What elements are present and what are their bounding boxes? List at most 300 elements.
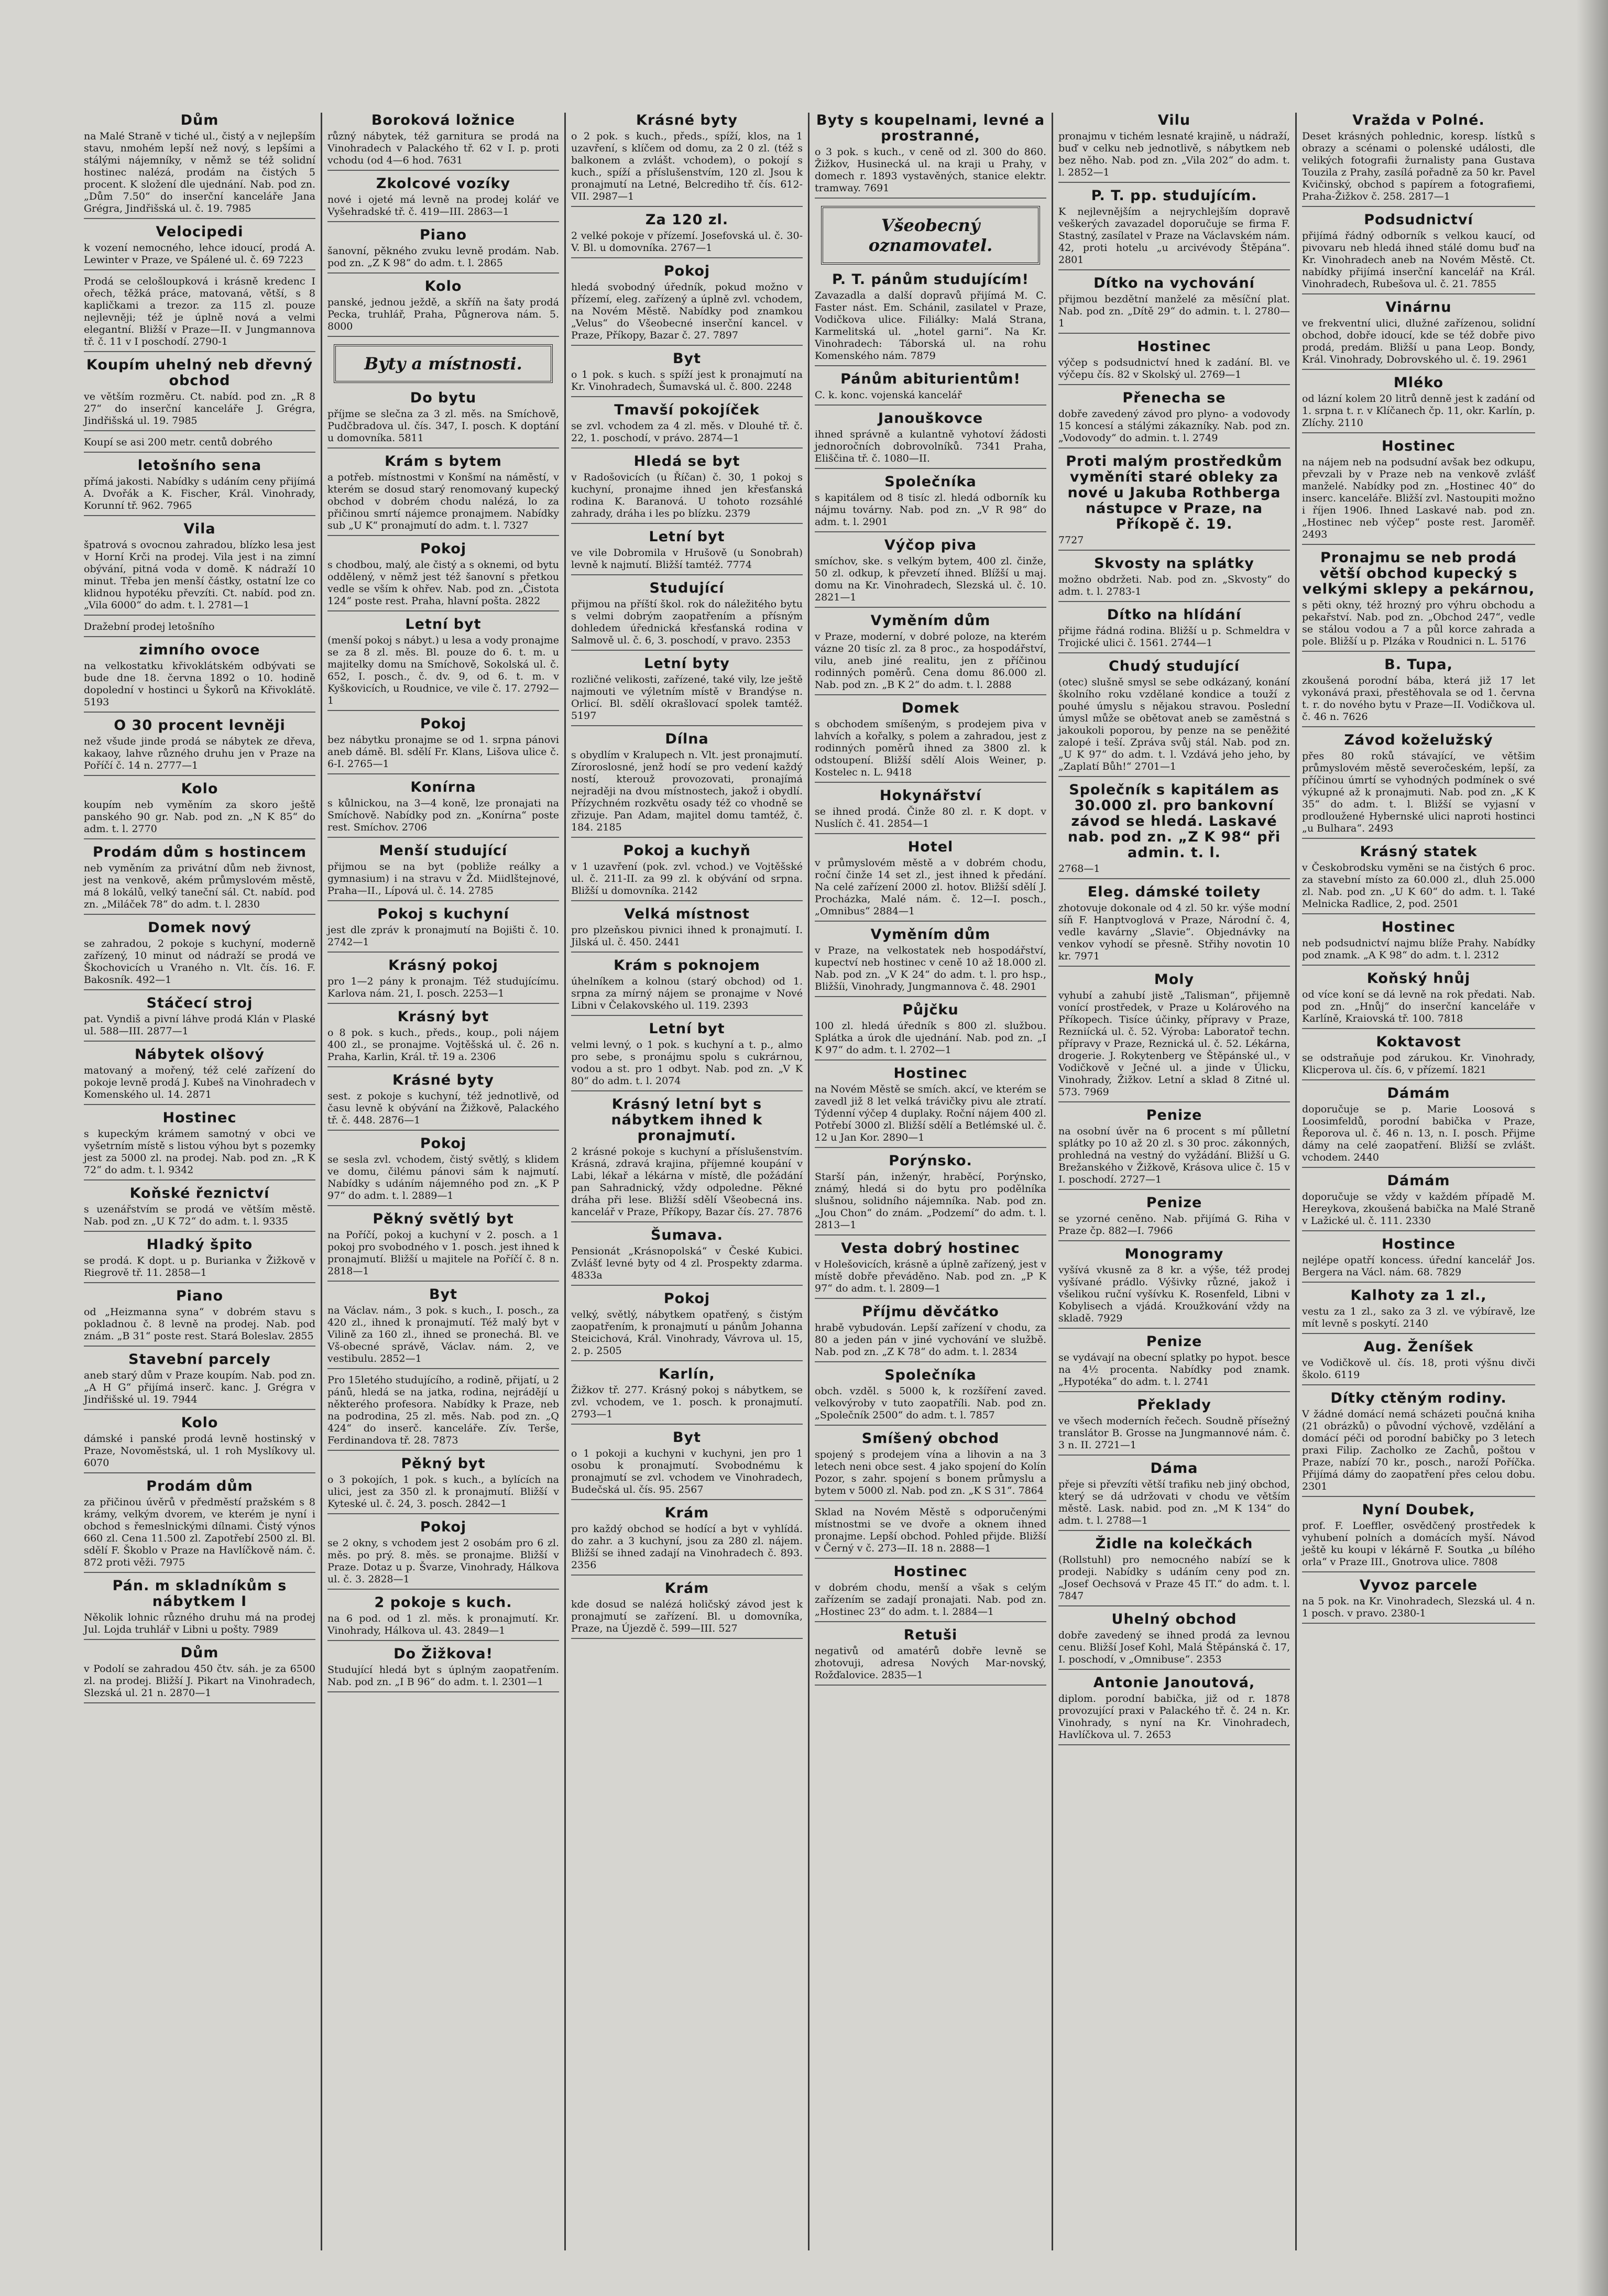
ad-heading: zimního ovoce [139, 642, 260, 658]
ad-text: ve Vodičkově ul. čís. 18, proti výšnu divči školo. 6119 [1302, 1357, 1535, 1381]
classified-ad [815, 1431, 1046, 1501]
ad-heading: Prodám dům s hostincem [93, 844, 307, 860]
ad-text: ve frekventní ulici, dlužné zařízenou, solidní obchod, dobře idoucí, kde se též dobře pivo prodá, predám. Bližší u pana Leop. Bondy, Král. Vinohrady, Dobrovského ul. č. 19. 2961 [1302, 318, 1535, 365]
classified-ad [84, 1645, 315, 1703]
classified-ad [1058, 339, 1290, 385]
ad-text: Koupí se asi 200 metr. centů dobrého [84, 436, 272, 448]
ad-heading: Piano [176, 1288, 224, 1304]
ad-text: dobře zavedený se ihned prodá za levnou cenu. Bližší Josef Kohl, Malá Štěpánská č. 17, I. poschodí, v „Omnibuse“. 2353 [1058, 1630, 1290, 1665]
classified-ad [571, 1097, 803, 1222]
ad-text: C. k. konc. vojenská kancelář [815, 389, 962, 401]
ad-heading: Kalhoty za 1 zl., [1350, 1287, 1487, 1304]
ad-text: na Novém Městě se smích. akcí, ve kterém se zavedl již 8 let velká trávičky pivu ale ztratí. Týdenní výčep 4 duplaky. Roční nájem 400 zl. Potřebí 3000 zl. Bližší sdělí a Betlémské ul. č. 12 u Jan Kor. 2890—1 [815, 1084, 1046, 1143]
ad-text: přijme řádná rodina. Bližší u p. Schmeldra v Trojické ulici č. 1561. 2744—1 [1058, 625, 1290, 649]
classified-ad [1302, 300, 1535, 370]
ad-heading: Krásný letní byt s nábytkem ihned k pronajmutí. [611, 1096, 763, 1144]
ad-text: K nejlevnějším a nejrychlejším dopravě veškerých zavazadel doporučuje se firma F. Stastný, zasílatel v Praze na Václavském nám. 42, proti hotelu „u arcivévody Štěpána“. 2801 [1058, 206, 1290, 266]
ad-text: matovaný a mořený, též celé zařízení do pokoje levně prodá J. Kubeš na Vinohradech v Komenského ul. 14. 2871 [84, 1065, 315, 1100]
classified-ad [815, 788, 1046, 834]
ad-heading: Nyní Doubek, [1362, 1502, 1475, 1518]
classified-ad [571, 351, 803, 397]
ad-heading: Janouškovce [878, 410, 983, 427]
ad-heading: Dítko na hlídání [1107, 607, 1242, 623]
classified-ad [1302, 657, 1535, 727]
classified-ad [815, 701, 1046, 783]
ad-text: Zavazadla a další dopravů přijímá M. C. Faster nást. Em. Schánil, zasilatel v Praze, Vodičkova ulice. Filiálky: Malá Strana, Karmelitská ul. „hotel garni“. Na Kr. Vinohradech: Táborská ul. na rohu Komenského nám. 7879 [815, 290, 1046, 362]
classified-ad [84, 621, 315, 637]
ad-text: vestu za 1 zl., sako za 3 zl. ve výbíravě, lze mít levně s poskytí. 2140 [1302, 1306, 1535, 1329]
classified-ad [327, 1374, 559, 1451]
ad-heading: Vinárnu [1385, 299, 1452, 315]
ad-text: od více koní se dá levně na rok předati. Nab. pod zn. „Hnůj“ do inserční kanceláře v Karlíně, Kraiovská tř. 100. 7818 [1302, 989, 1535, 1024]
ad-text: dámské i panské prodá levně hostinský v Praze, Novoměstská, ul. 1 roh Myslíkovy ul. 6070 [84, 1433, 315, 1469]
classified-ad [1058, 1108, 1290, 1190]
classified-ad [1058, 972, 1290, 1102]
classified-ad [84, 276, 315, 352]
classified-ad [327, 1136, 559, 1206]
ad-text: se sesla zvl. vchodem, čistý světlý, s klidem ve domu, čilému pánovi sám k najmutí. Nabídky s udáním nájemného pod zn. „K P 97“ do adm. t. l. 2889—1 [327, 1154, 559, 1201]
classified-ad [571, 529, 803, 575]
classified-ad [327, 1009, 559, 1067]
ad-text: velmi levný, o 1 pok. s kuchyní a t. p., almo pro sebe, s pronájmu spolu s cukrárnou, vodou a st. pro 1 odbyt. Nab. pod zn. „V K 80“ do adm. t. l. 2074 [571, 1039, 803, 1087]
classified-ad [571, 656, 803, 726]
ad-text: v Praze, na velkostatek neb hospodářství, kupectví neb hostinec v ceně 10 až 18.000 zl. Nab. pod zn. „V K 24“ do adm. t. l. pro hsp., Bližšíi, Vinohrady, Jungmannova č. 48. 2901 [815, 945, 1046, 992]
classified-ad [84, 521, 315, 616]
classified-ad [1058, 782, 1290, 879]
ad-heading: Šumava. [650, 1227, 724, 1243]
classified-ad [571, 958, 803, 1016]
ad-text: pro plzeňskou pivnici ihned k pronajmutí. I. Jilská ul. č. 450. 2441 [571, 924, 803, 948]
ad-text: přes 80 roků stávající, ve většim průmyslovém městě severočeském, lepší, za příčinou úmrtí se vyhodných podmínek o své výkupné až k pronajmuti. Nab. pod zn. „K K 35“ do adm. t. l. Bližší se vyjasní v prodloužené Hybernské ulici naproti hostinci „u Bulhara“. 2493 [1302, 750, 1535, 834]
ad-heading: Byt [672, 351, 702, 367]
classified-ad [84, 357, 315, 431]
ad-heading: Krásný statek [1360, 844, 1478, 860]
ad-text: 7727 [1058, 534, 1084, 546]
classified-ad [84, 1352, 315, 1410]
ad-text: doporučuje se vždy v každém případě M. Hereykova, zkoušená babička na Malé Straně v Lažické ul. č. 111. 2330 [1302, 1191, 1535, 1227]
ad-heading: Vyměním dům [870, 926, 991, 943]
ad-heading: Letní byt [649, 529, 725, 545]
ad-heading: Přenecha se [1122, 390, 1226, 406]
classified-ad [815, 613, 1046, 695]
ad-text: v Praze, moderní, v dobré poloze, na kterém vázne 20 tisíc zl. za 8 proc., za hospodářství, vilu, aneb jiné realitu, jen z příčinou rodinných poměrů. Cena domu 86.000 zl. Nab. pod zn. „B K 2“ do adm. t. l. 2888 [815, 631, 1046, 691]
page-edge-shadow [1577, 0, 1608, 2296]
ad-text: o 8 pok. s kuch., předs., koup., poli nájem 400 zl., se pronajme. Vojtěšská ul. č. 26 n. Praha, Karlin, Král. tř. 19 a. 2306 [327, 1027, 559, 1063]
ad-text: na Poříčí, pokoj a kuchyní v 2. posch. a 1 pokoj pro svobodného v 1. posch. jest ihned k pronajmutí. Bližší u majitele na Poříčí č. 8 n. 2818—1 [327, 1229, 559, 1277]
classified-ad [1302, 1391, 1535, 1497]
classified-ad [571, 1021, 803, 1091]
classified-ad [327, 227, 559, 274]
ad-text: aneb starý dům v Praze koupím. Nab. pod zn. „A H G“ přijímá inserč. kanc. J. Grégra v Jindřišské ul. 19. 7944 [84, 1370, 315, 1405]
ad-text: vyhubí a zahubí jistě „Talisman“, přijemně vonící prostředek, v Praze u Kolárového na Příkopech. Tisíce účinky, přípravy v Praze, Rezniícká ul. č. 52. Výroba: Laboratoř techn. přípravy v Praze, Reznická ul. č. 52. Lékárna, drogerie. J. Rokytenberg ve Štěpánské ul., v Vodičkově v Ječné ul. a jinde v Úlicku, Vinohrady, Žižkov. Letní a sklad 8 Zitné ul. 573. 7969 [1058, 990, 1290, 1098]
classified-ad [327, 279, 559, 337]
ad-heading: Za 120 zl. [645, 212, 729, 228]
ad-heading: Dílna [665, 731, 709, 747]
ad-text: příjme se slečna za 3 zl. měs. na Smíchově, Pudčbradova ul. čís. 347, I. posch. K doptání u domovníka. 5811 [327, 408, 559, 444]
ad-text: v Radošovicích (u Říčan) č. 30, 1 pokoj s kuchyní, pronajme ihned jen křesťanská rodina K. Baranová. U tohoto rozsáhlé zahrady, dráha i les po blízku. 2379 [571, 472, 803, 519]
ad-heading: Domek nový [148, 920, 251, 936]
ad-heading: Vyvoz parcele [1359, 1577, 1478, 1593]
classified-ad [84, 642, 315, 713]
ad-text: neb vyměním za privátní dům neb živnost, jest na venkově, akém průmyslovém městě, má 8 lokálů, velký taneční sál. Ct. nabíd. pod zn. „Miláček 78“ do adm. t. l. 2830 [84, 862, 315, 910]
classified-ad [1302, 212, 1535, 294]
classified-ad [571, 1228, 803, 1286]
ad-text: Sklad na Novém Městě s odporučenými místnostmi se ve dvoře a oknem ihned pronajme. Lepší obchod. Pohled přijde. Bližší v Černý v č. 273—II. 18 n. 2888—1 [815, 1506, 1046, 1554]
classified-ad [1058, 1675, 1290, 1745]
ad-heading: Pokoj [420, 716, 467, 732]
ad-heading: Krásné byty [636, 113, 738, 128]
ad-heading: Tmavší pokojíček [614, 402, 760, 418]
ad-text: špatrová s ovocnou zahradou, blízko lesa jest v Horní Krči na prodej. Vila jest i na zimní obývání, pitná voda v domě. K nádraží 10 minut. Třeba jen menší částky, ostatní lze co klidnou hypotéku převzíti. Ct. nabíd. pod zn. „Vila 6000“ do adm. t. l. 2781—1 [84, 539, 315, 611]
column-6 [1297, 113, 1540, 2250]
classified-ad [1058, 1334, 1290, 1392]
ad-text: na Václav. nám., 3 pok. s kuch., I. posch., za 420 zl., ihned k pronajmutí. Též malý byt v Vilině za 160 zl., ihned se pronechá. Bl. ve Vš-obecné správě, Václav. nám. 2, ve vestibulu. 2852—1 [327, 1305, 559, 1364]
classified-ad [84, 1578, 315, 1640]
classified-ad [84, 1110, 315, 1180]
column-1 [79, 113, 322, 2250]
ad-heading: Dámám [1387, 1173, 1450, 1189]
ad-heading: Závod koželužský [1344, 732, 1493, 748]
ad-text: o 3 pok. s kuch., v ceně od zl. 300 do 860. Žižkov, Husinecká ul. na kraji u Prahy, v domech r. 1893 vystavěných, stanice elektr. tramway. 7691 [815, 146, 1046, 194]
classified-ad [571, 113, 803, 207]
classified-columns [79, 113, 1540, 2250]
ad-text: pronajmu v tichém lesnaté krajině, u nádraží, buď v celku neb jednotlivě, s nábytkem neb bez něho. Nab. pod zn. „Vila 202“ do adm. t. l. 2852—1 [1058, 130, 1290, 178]
ad-heading: Překlady [1137, 1397, 1211, 1413]
ad-heading: Vila [183, 521, 216, 537]
ad-heading: Krám s bytem [385, 453, 502, 469]
ad-heading: Kolo [424, 278, 462, 294]
ad-text: 2768—1 [1058, 863, 1100, 874]
classified-ad [1058, 1461, 1290, 1531]
ad-text: a potřeb. místnostmi v Konšmí na náměstí, v kterém se dosud starý renomovaný kupecký obchod v dobrém chodu nalézá, lo za přičinou smrtí nájemce pronajmem. Nabídky sub „U K“ pronajmutí do adm. t. l. 7327 [327, 472, 559, 531]
ad-text: šanovní, pěkného zvuku levně prodám. Nab. pod zn. „Z K 98“ do adm. t. l. 2865 [327, 245, 559, 269]
ad-heading: Do bytu [410, 390, 477, 406]
ad-heading: Penize [1146, 1333, 1202, 1350]
ad-heading: O 30 procent levněji [114, 717, 286, 734]
ad-text: Několik lohnic různého druhu má na prodej Jul. Lojda truhlář v Libni u pošty. 7989 [84, 1612, 315, 1635]
ad-heading: Menší studující [379, 843, 508, 859]
classified-ad [1302, 1502, 1535, 1572]
ad-heading: Pěkný byt [401, 1456, 486, 1472]
ad-text: 100 zl. hledá úředník s 800 zl. službou. Splátka a úrok dle ujednání. Nab. pod zn. „I K 97“ do adm. t. l. 2702—1 [815, 1020, 1046, 1056]
ad-heading: Monogramy [1124, 1246, 1224, 1262]
classified-ad [1058, 1612, 1290, 1670]
classified-ad [1302, 113, 1535, 207]
ad-heading: Pronajmu se neb prodá větší obchod kupecký s velkými sklepy a pekárnou, [1302, 550, 1535, 597]
ad-heading: Pokoj [663, 263, 710, 279]
ad-heading: Podsudnictví [1364, 212, 1473, 228]
classified-ad [327, 113, 559, 171]
ad-heading: Pokoj s kuchyní [377, 906, 509, 922]
ad-text: od „Heizmanna syna“ v dobrém stavu s pokladnou č. 8 levně na prodej. Nab. pod znám. „B 31“ poste rest. Stará Boleslav. 2855 [84, 1306, 315, 1342]
ad-heading: Krásný byt [397, 1009, 489, 1025]
classified-ad [1058, 659, 1290, 777]
ad-text: přijímá řádný odborník s velkou kaucí, od pivovaru neb hledá ihned stálé domu buď na Kr. Vinohradech aneb na Novém Městě. Ct. nabídky přijímá inserční kancelář na Král. Vinohradech, Rubešova ul. č. 21. 7855 [1302, 230, 1535, 290]
classified-ad [84, 1186, 315, 1232]
ad-text: s chodbou, malý, ale čistý a s oknemi, od bytu oddělený, v němž jest též šanovní s přetkou vedle se vším k ohřev. Nab. pod zn. „Čistota 124“ poste rest. Praha, hlavní pošta. 2822 [327, 559, 559, 607]
ad-text: obch. vzděl. s 5000 k, k rozšíření zaved. velkovýroby v tuto zaopatříli. Nab. pod zn. „Společník 2500“ do adm. t. l. 7857 [815, 1385, 1046, 1421]
ad-text: bez nábytku pronajme se od 1. srpna pánovi aneb dámě. Bl. sdělí Fr. Klans, Lišova ulice č. 6-I. 2765—1 [327, 734, 559, 770]
ad-heading: Hokynářství [879, 788, 982, 804]
classified-ad [1058, 1195, 1290, 1241]
ad-text: přímá jakosti. Nabídky s udáním ceny přijímá A. Dvořák a K. Fischer, Král. Vinohrady, Korunní tř. 962. 7965 [84, 476, 315, 511]
classified-ad [571, 906, 803, 953]
ad-heading: Koupím uhelný neb dřevný obchod [86, 357, 313, 389]
ad-text: od lázní kolem 20 litrů denně jest k zadání od 1. srpna t. r. v Klíčanech čp. 11, okr. Karlín, p. Zlíchy. 2110 [1302, 393, 1535, 429]
ad-heading: Výčop piva [884, 537, 977, 553]
ad-text: o 1 pok. s kuch. s spíží jest k pronajmutí na Kr. Vinohradech, Šumavská ul. č. 800. 2248 [571, 369, 803, 392]
ad-heading: Vesta dobrý hostinec [841, 1240, 1020, 1256]
ad-heading: Kolo [181, 781, 218, 797]
ad-text: Žižkov tř. 277. Krásný pokoj s nábytkem, se zvl. vchodem, ve 1. posch. k pronajmutí. 2793—1 [571, 1384, 803, 1420]
ad-heading: Letní byt [649, 1021, 725, 1037]
ad-heading: Vražda v Polné. [1352, 113, 1485, 128]
ad-heading: Letní byty [644, 655, 730, 672]
ad-text: ve všech moderních řečech. Soudně přísežný translátor B. Grosse na Jungmannové nám. č. 3 n. II. 2721—1 [1058, 1415, 1290, 1451]
ad-heading: Proti malým prostředkům vyměníti staré obleky za nové u Jakuba Rothberga nástupce v Praze, na Příkopě č. 19. [1066, 453, 1283, 532]
ad-heading: P. T. pánům studujícím! [832, 271, 1029, 288]
ad-heading: Hostinec [893, 1564, 968, 1580]
ad-text: se 2 okny, s vchodem jest 2 osobám pro 6 zl. měs. po prý. 8. měs. se pronajme. Bližší v Praze. Dotaz u p. Švarze, Vinohrady, Hálkova ul. č. 3. 2828—1 [327, 1537, 559, 1585]
ad-text: s obydlím v Kralupech n. Vlt. jest pronajmutí. Zíroroslosné, jenž hodí se pro vedení každý ností, kterouž provozovati, pronajímá nejraději na dvou místnostech, jakož i obydlí. Přízychném rozkvětu osady též co vhodně se zřizuje. Pan Adam, majitel domu tamtéž, č. 184. 2185 [571, 749, 803, 833]
ad-heading: Eleg. dámské toilety [1087, 884, 1261, 900]
ad-heading: Skvosty na splátky [1094, 555, 1254, 572]
classified-ad [1058, 113, 1290, 183]
ad-heading: Moly [1154, 971, 1195, 988]
classified-ad [815, 1506, 1046, 1559]
ad-heading: Uhelný obchod [1111, 1611, 1237, 1627]
ad-heading: B. Tupa, [1384, 657, 1453, 673]
ad-heading: Hledá se byt [633, 453, 740, 469]
classified-ad [815, 411, 1046, 469]
ad-heading: Penize [1146, 1195, 1202, 1211]
classified-ad [1058, 1397, 1290, 1456]
classified-ad [571, 454, 803, 524]
ad-text: s uzenářstvím se prodá ve větším městě. Nab. pod zn. „U K 72“ do adm. t. l. 9335 [84, 1204, 315, 1227]
ad-heading: Studující [649, 580, 725, 596]
classified-ad [1058, 1247, 1290, 1329]
ad-text: v průmyslovém městě a v dobrém chodu, roční činže 14 set zl., jest ihned k předání. Na celé zařízení 2000 zl. hotov. Bližší sdělí J. Procházka, Malé nám. č. 12—I. posch., „Omnibus“ 2884—1 [815, 857, 1046, 917]
ad-heading: Stavební parcely [128, 1351, 271, 1368]
ad-heading: Vyměním dům [870, 613, 991, 629]
classified-ad [1302, 844, 1535, 914]
classified-ad [1302, 1339, 1535, 1385]
classified-ad [84, 458, 315, 516]
ad-text: v 1 uzavření (pok. zvl. vchod.) ve Vojtěšské ul. č. 211-II. za 99 zl. k obývání od srpna. Bližší u domovníka. 2142 [571, 861, 803, 896]
ad-text: nové i ojeté má levně na prodej koláŕ ve Vyšehradské tř. č. 419—III. 2863—1 [327, 194, 559, 217]
ad-text: vyšívá vkusně za 8 kr. a výše, též prodej vyšívané prádlo. Výšivky různé, jakož i všelikou ruční vyšívku K. Rosenfeld, Libni v Kobylisech a vjádá. Kroužkování vždy na skladě. 7929 [1058, 1264, 1290, 1324]
ad-heading: Koňský hnůj [1366, 970, 1471, 987]
ad-heading: Pán. m skladníkům s nábytkem I [112, 1578, 287, 1610]
classified-ad [1058, 454, 1290, 551]
classified-ad [815, 1153, 1046, 1236]
ad-text: za přičinou úvěrů v předměstí pražském s 8 krámy, velkým dvorem, ve kterém je nyní i obchod s řemeslnickými dílnami. Čistý výnos 660 zl. Cena 11.500 zl. Zapotřebí 2500 zl. Bl. sdělí F. Škoblo v Praze na Havlíčkově nám. č. 872 proti věži. 7975 [84, 1496, 315, 1568]
ad-text: se vydávají na obecní splatky po hypot. besce na 4½ procenta. Nabídky pod znamk. „Hypotéka“ do adm. t. l. 2741 [1058, 1352, 1290, 1387]
classified-ad [84, 996, 315, 1042]
ad-heading: Pokoj [420, 1519, 467, 1535]
ad-heading: Pokoj [420, 541, 467, 557]
ad-text: se prodá. K dopt. u p. Burianka v Žižkově v Riegrově tř. 11. 2858—1 [84, 1255, 315, 1278]
ad-heading: Antonie Janoutová, [1093, 1675, 1255, 1691]
classified-ad [1302, 1288, 1535, 1334]
classified-ad [571, 1505, 803, 1576]
ad-heading: Pokoj [663, 1291, 710, 1307]
ad-heading: Retuši [903, 1627, 958, 1643]
ad-text: na 5 pok. na Kr. Vinohradech, Slezská ul. 4 n. 1 posch. v pravo. 2380-1 [1302, 1595, 1535, 1619]
classified-ad [84, 436, 315, 453]
classified-ad [1302, 1086, 1535, 1168]
ad-text: na 6 pod. od 1 zl. měs. k pronajmutí. Kr. Vinohrady, Hálkova ul. 43. 2849—1 [327, 1613, 559, 1636]
classified-ad [1058, 884, 1290, 967]
classified-ad [84, 1415, 315, 1473]
ad-heading: Hostince [1382, 1236, 1456, 1252]
classified-ad [84, 920, 315, 990]
classified-ad [327, 176, 559, 222]
classified-ad [571, 1581, 803, 1639]
ad-heading: Nábytek olšový [135, 1046, 265, 1063]
ad-heading: Krám s poknojem [614, 957, 760, 974]
classified-ad [571, 843, 803, 901]
ad-text: negativů od amatérů dobře levně se zhotovuji, adresa Nových Mar-novský, Rožďalovice. 2835—1 [815, 1645, 1046, 1681]
classified-ad [1302, 732, 1535, 839]
ad-text: s kupeckým krámem samotný v obci ve vyšetrním místě s listou výhou byt s pozemky jest za 5000 zl. na prodej. Nab. pod zn. „R K 72“ do adm. t. l. 9342 [84, 1128, 315, 1176]
ad-heading: 2 pokoje s kuch. [374, 1594, 512, 1611]
ad-heading: Letní byt [405, 616, 482, 632]
classified-ad [815, 1627, 1046, 1686]
classified-ad [815, 1304, 1046, 1362]
ad-text: (otec) slušně smysl se sebe odkázaný, konání školního roku vzdělané kondice a touží z pouhé úmyslu s nějakou stravou. Poslední úmysl může se obětovat aneb se zaměstná s jakoukoli poporou, by penze na se peněžité zalopé i teší. Zpráva svůj stál. Nab. pod zn. „U K 97“ do adm. t. l. Vzdává jeho jeho, by „Zaplatí Bůh!“ 2701—1 [1058, 676, 1290, 772]
ad-text: prof. F. Loeffler, osvědčený prostředek k vyhubení polních a domácích myší. Návod ještě ku koupi v lékárně F. Soutka „u bílého orla“ v Praze III., Gnotrova ulice. 7808 [1302, 1520, 1535, 1568]
ad-text: Dražební prodej letošního [84, 621, 215, 632]
ad-text: se yzorné ceněno. Nab. přijímá G. Riha v Praze čp. 882—I. 7966 [1058, 1213, 1290, 1237]
classified-ad [815, 1241, 1046, 1299]
ad-text: pro každý obchod se hodící a byt v vyhlídá. do zahr. a 3 kuchyní, jsou za 280 zl. nájem. Bližší se ihned zadají na Vinohradech č. 893. 2356 [571, 1523, 803, 1571]
ad-text: pro 1—2 pány k pronajm. Též studujícímu. Karlova nám. 21, I. posch. 2253—1 [327, 976, 559, 999]
ad-heading: Hostinec [1382, 438, 1456, 454]
ad-heading: Zkolcové vozíky [376, 176, 511, 192]
ad-text: přijmou na příští škol. rok do náležitého bytu s velmi dobrým zaopatřením a přísným dohledem úřednická křesťanská rodina v Salmově ul. č. 6, 3. poschodí, v pravo. 2353 [571, 598, 803, 646]
classified-ad [327, 1287, 559, 1369]
ad-heading: Do Žižkova! [393, 1646, 493, 1662]
classified-ad [84, 1479, 315, 1573]
ad-heading: Společníka [884, 1367, 977, 1383]
ad-text: k vození nemocného, lehce idoucí, prodá A. Lewinter v Praze, ve Spálené ul. č. 69 7223 [84, 242, 315, 266]
ad-text: spojený s prodejem vína a lihovin a na 3 letech neni obce sest. 4 jako spojení do Kolín Pozor, s zahr. spojení s bonem průmyslu a bytem v 5000 zl. Nab. pod zn. „K S 31“. 7864 [815, 1449, 1046, 1496]
classified-ad [84, 1237, 315, 1283]
ad-text: výčep s podsudnictví hned k zadání. Bl. ve výčepu čís. 82 v Skolský ul. 2769—1 [1058, 357, 1290, 380]
ad-text: se zvl. vchodem za 4 zl. měs. v Dlouhé tř. č. 22, 1. poschodí, v právo. 2874—1 [571, 420, 803, 444]
ad-text: možno obdržeti. Nab. pod zn. „Skvosty“ do adm. t. l. 2783-1 [1058, 574, 1290, 597]
ad-heading: Dáma [1150, 1460, 1198, 1477]
classified-ad [815, 371, 1046, 406]
ad-text: smíchov, ske. s velkým bytem, 400 zl. činže, 50 zl. odkup, k převzetí ihned. Blížší u maj. domu na Kr. Vinohradech, Slezská ul. č. 10. 2821—1 [815, 555, 1046, 603]
ad-text: na nájem neb na podsudní avšak bez odkupu, převzali by v Praze neb na venkově zvlášť manželé. Nabídky pod zn. „Hostinec 40“ do inserc. kanceláře. Bližší zvl. Nastoupiti možno i říjen 1906. Ihned Laskavé nab. pod zn. „Hostinec neb výčep“ poste rest. Jaroměř. 2493 [1302, 456, 1535, 540]
ad-heading: Domek [901, 700, 960, 716]
classified-ad [1058, 1536, 1290, 1606]
ad-text: s pěti okny, též hrozný pro výhru obchodu a pekařství. Nab. pod zn. „Obchod 247“, vedle se stálou vodou a 7 a půl korce zahrada a pole. Bližší u p. Plzáka v Roudnici n. L. 5176 [1302, 599, 1535, 647]
ad-heading: Půjčku [902, 1002, 959, 1018]
ad-text: doporučuje se p. Marie Loosová s Loosimfeldů, porodní babička v Praze, Řeporova ul. č. 46 n. 13, n. I. posch. Přijme dámy na celé zaopatření. Bližší se zvlášt. vchodem. 2440 [1302, 1103, 1535, 1163]
classified-ad [84, 224, 315, 270]
classified-ad [327, 843, 559, 901]
classified-ad [84, 718, 315, 776]
ad-text: se zahradou, 2 pokoje s kuchyní, moderně zařízený, 10 minut od nádraží se prodá ve Škochovicích u Vraného n. Vlt. čís. 16. F. Bakosník. 492—1 [84, 938, 315, 986]
ad-text: v Podolí se zahradou 450 čtv. sáh. je za 6500 zl. na prodej. Bližší J. Pikart na Vinohradech, Slezská ul. 21 n. 2870—1 [84, 1663, 315, 1699]
ad-text: o 1 pokoji a kuchyni v kuchyni, jen pro 1 osobu k pronajmutí. Svobodnému k pronajmutí se zvl. vchodem ve Vinohradech, Budečská ul. čís. 95. 2567 [571, 1448, 803, 1495]
classified-ad [327, 1456, 559, 1514]
classified-ad [571, 264, 803, 346]
classified-ad [1302, 920, 1535, 966]
ad-text: hrabě vybudován. Lepší zařízení v chodu, za 80 a jeden pán v jiné vychování ve službě. Nab. pod zn. „Z K 78“ do adm. t. l. 2834 [815, 1322, 1046, 1358]
ad-heading: Koktavost [1376, 1034, 1461, 1050]
classified-ad [1302, 1173, 1535, 1231]
ad-heading: Hostinec [1137, 338, 1211, 355]
classified-ad [1302, 439, 1535, 545]
ad-text: sest. z pokoje s kuchyní, též jednotlivě, od času levně k obývání na Žižkově, Palackého tř. č. 448. 2876—1 [327, 1090, 559, 1126]
classified-ad [1302, 1237, 1535, 1283]
ad-text: Deset krásných pohlednic, koresp. lístků s obrazy a scénami o polenské události, dle velikých fotografii žurnalisty pana Gustava Touzila z Prahy, zasílá pořadně za 50 kr. Pavel Kvičinský, obchod s papírem a fotografiemi, Praha-Žižkov č. 258. 2817—1 [1302, 130, 1535, 202]
classified-ad [327, 1073, 559, 1131]
ad-heading: Pokoj [420, 1135, 467, 1152]
classified-ad [571, 1291, 803, 1361]
ad-text: (Rollstuhl) pro nemocného nabízí se k prodeji. Nabídky s udáním ceny pod zn. „Josef Oechsová v Praze 45 IT.“ do adm. t. l. 7847 [1058, 1554, 1290, 1602]
classified-ad [1302, 971, 1535, 1029]
ad-text: ve větším rozměru. Ct. nabíd. pod zn. „R 8 27“ do inserční kanceláře J. Grégra, Jindřišská ul. 19. 7985 [84, 391, 315, 427]
ad-text: ve vile Dobromila v Hrušově (u Sonobrah) levně k najmutí. Bližší tamtéž. 7774 [571, 547, 803, 571]
ad-heading: Krásné byty [392, 1072, 494, 1088]
classified-ad [84, 1047, 315, 1105]
classified-ad [1302, 550, 1535, 652]
ad-text: koupím neb vyměním za skoro ještě panského 90 gr. Nab. pod zn. „N K 85“ do adm. t. l. 2770 [84, 799, 315, 835]
ad-text: nejlépe opatří koncess. úřední kancelář Jos. Bergera na Václ. nám. 68. 7829 [1302, 1254, 1535, 1278]
ad-text: dobře zavedený závod pro plyno- a vodovody 15 koncesí a stálými zákazníky. Nab. pod zn. „Vodovody“ do admin. t. l. 2749 [1058, 408, 1290, 444]
classified-ad [84, 113, 315, 219]
ad-heading: Byt [429, 1286, 458, 1303]
column-4 [810, 113, 1053, 2250]
ad-heading: Pěkný světlý byt [373, 1211, 514, 1227]
ad-text: zhotovuje dokonale od 4 zl. 50 kr. výše modní síň F. Hanptvoglová v Praze, Národní č. 4, vedle kavárny „Slavie“. Objednávky na venkov vyhodí se přesně. Střihy novotin 10 kr. 7971 [1058, 902, 1290, 962]
ad-heading: Hotel [907, 839, 954, 855]
ad-text: neb podsudnictví najmu blíže Prahy. Nabídky pod znamk. „A K 98“ do adm. t. l. 2312 [1302, 937, 1535, 961]
ad-heading: Dům [180, 1645, 219, 1661]
classified-ad [1302, 1034, 1535, 1080]
ad-heading: Karlín, [659, 1366, 715, 1382]
classified-ad [815, 113, 1046, 199]
ad-text: Studující hledá byt s úplným zaopatřením. Nab. pod zn. „I B 96“ do adm. t. l. 2301—1 [327, 1664, 559, 1688]
classified-ad [327, 1595, 559, 1641]
ad-text: (menší pokoj s nábyt.) u lesa a vody pronajme se za 8 zl. měs. Bl. pouze do 6. t. m. u majitelky domu na Smíchově, Sokolská ul. č. 652, I. posch., č. dv. 9, od 6. t. m. v Kyškovicích, u Roudnice, ve vile č. 17. 2792—1 [327, 635, 559, 706]
column-5 [1053, 113, 1297, 2250]
ad-heading: letošního sena [137, 457, 262, 474]
ad-text: Pro 15letého studujícího, a rodině, přijatí, u 2 pánů, hledá se na jatka, rodina, nejrádějí u některého profesora. Nabídky k Praze, neb na podrodina, 25 zl. měs. Nab. pod zn. „Q 424“ do inserč. kanceláře. Zív. Terše, Ferdinandova tř. 28. 7873 [327, 1374, 559, 1446]
classified-ad [571, 731, 803, 838]
classified-ad [571, 1366, 803, 1425]
classified-ad [327, 541, 559, 611]
ad-text: s kapitálem od 8 tisíc zl. hledá odborník ku nájmu továrny. Nab. pod zn. „V R 98“ do adm. t. l. 2901 [815, 492, 1046, 528]
classified-ad [327, 958, 559, 1004]
ad-heading: Pokoj a kuchyň [623, 843, 751, 859]
ad-heading: Boroková ložnice [371, 113, 516, 128]
ad-heading: Dítky ctěným rodiny. [1330, 1390, 1507, 1406]
ad-text: kde dosud se nalézá holičský závod jest k pronajmutí se zařízení. Bl. u domovníka, Praze, na Újezdě č. 599—III. 527 [571, 1599, 803, 1634]
classified-ad [1058, 607, 1290, 653]
ad-heading: Hostinec [893, 1065, 968, 1081]
ad-heading: Hostinec [162, 1110, 237, 1126]
ad-heading: Kolo [181, 1415, 218, 1431]
ad-text: Pensionát „Krásnopolská“ v České Kubici. Zvlášť levné byty od 4 zl. Prospekty zdarma. 4833a [571, 1245, 803, 1281]
ad-heading: Židle na kolečkách [1095, 1536, 1253, 1552]
section-banner: Byty a místnosti. [334, 344, 553, 383]
